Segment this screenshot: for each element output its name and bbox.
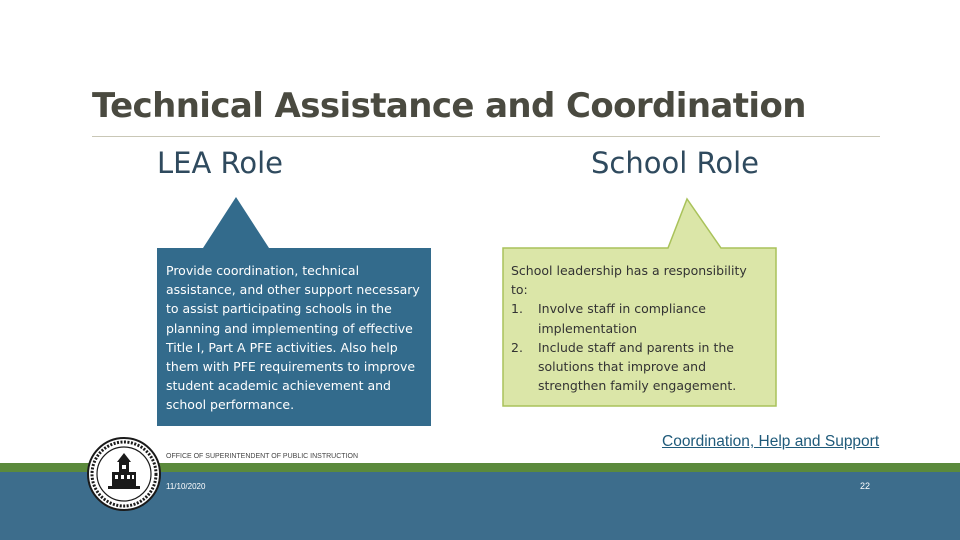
list-item-text: Include staff and parents in the solutions that improve and strengthen family engagement. — [538, 339, 737, 394]
ospi-seal-icon — [86, 436, 162, 512]
office-name: OFFICE OF SUPERINTENDENT OF PUBLIC INSTRUCTION — [166, 453, 358, 460]
coordination-help-support-link[interactable]: Coordination, Help and Support — [662, 433, 880, 450]
school-role-description — [511, 261, 767, 395]
list-item-text: Involve staff in compliance implementation — [538, 301, 706, 336]
lea-role-heading: LEA Role — [157, 146, 284, 180]
page-number: 22 — [860, 481, 871, 491]
list-item-number: 2. — [511, 339, 523, 355]
lea-role-description: Provide coordination, technical assistance, and other support necessary to assist participating schools in the planning and implementing of effective Title I, Part A PFE activities. Also help them with PFE requirements to improve student academic achievement and school performance. — [166, 263, 420, 413]
school-role-heading: School Role — [591, 146, 759, 180]
slide-title: Technical Assistance and Coordination — [92, 86, 806, 126]
school-role-intro: School leadership has a responsibility to: — [511, 263, 747, 298]
school-role-list — [511, 299, 767, 395]
list-item — [511, 338, 767, 396]
slide-date: 11/10/2020 — [166, 482, 206, 491]
list-item-number: 1. — [511, 301, 523, 317]
list-item — [511, 299, 767, 337]
